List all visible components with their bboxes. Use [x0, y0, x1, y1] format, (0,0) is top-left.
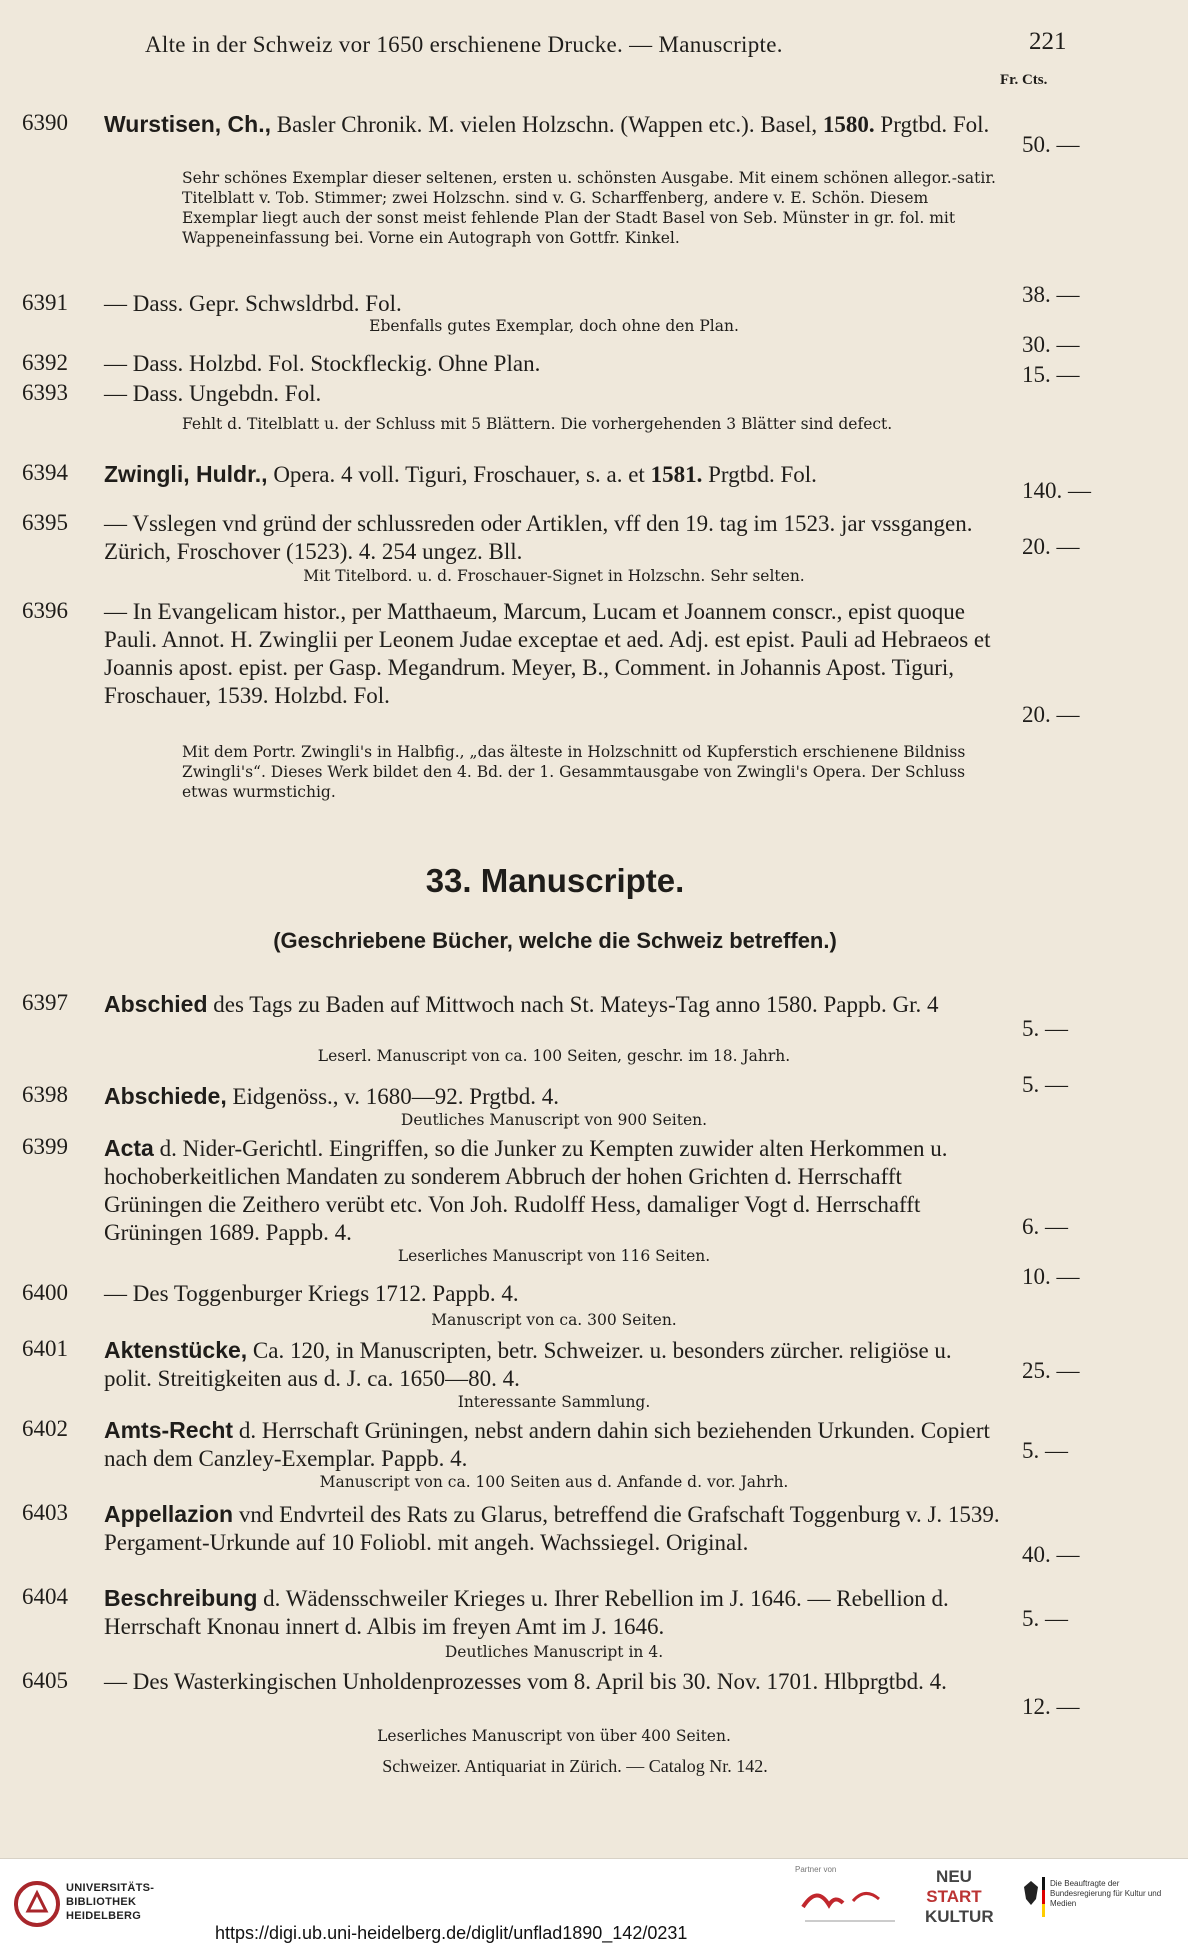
restart-line: NEU — [936, 1867, 972, 1886]
entry-note: Deutliches Manuscript in 4. — [444, 1643, 664, 1661]
entry-price: 140. — — [1022, 478, 1091, 503]
running-title: Alte in der Schweiz vor 1650 erschienene Drucke. — Manuscripte. — [145, 32, 783, 57]
entry-note: Sehr schönes Exemplar dieser seltenen, ersten u. schönsten Ausgabe. Mit einem schönen allegor.-satir. Titelblatt v. Tob. Stimmer; zwei Holzschn. sind v. G. Scharffenberg, andere v. E. Schön. Diesem Exemplar liegt auch der sonst meist fehlende Plan der Stadt Basel von Seb. Münster in gr. fol. mit Wappeneinfassung bei. Vorne ein Autograph von Gottfr. Kinkel. — [182, 169, 996, 247]
entry-body: des Tags zu Baden auf Mittwoch nach St. Mateys-Tag anno 1580. Pappb. Gr. 4 — [207, 992, 939, 1017]
price-column-label: Fr. Cts. — [1000, 72, 1048, 88]
entry-number: 6398 — [22, 1082, 68, 1107]
entry-note: Leserliches Manuscript von 116 Seiten. — [397, 1247, 711, 1265]
federal-commissioner-label[interactable]: Die Beauftragte der Bundesregierung für Kultur und Medien — [1050, 1879, 1162, 1908]
entry-number: 6404 — [22, 1584, 68, 1609]
library-name-line: BIBLIOTHEK — [66, 1896, 137, 1908]
entry-keyword: Acta — [104, 1135, 154, 1161]
entry-body: Ca. 120, in Manuscripten, betr. Schweizer. u. besonders zürcher. religiöse u. polit. Streitigkeiten aus d. J. ca. 1650—80. 4. — [104, 1338, 952, 1391]
entry-price: 10. — — [1022, 1264, 1080, 1289]
entry-price: 40. — — [1022, 1542, 1080, 1567]
entry-note: Interessante Sammlung. — [457, 1393, 651, 1411]
entry-price: 20. — — [1022, 702, 1080, 727]
entry-body: Opera. 4 voll. Tiguri, Froschauer, s. a. et — [267, 462, 651, 487]
entry-body: vnd Endvrteil des Rats zu Glarus, betreffend die Grafschaft Toggenburg v. J. 1539. Pergament-Urkunde auf 10 Foliobl. mit angeh. Wachssiegel. Original. — [104, 1502, 1000, 1555]
entry-price: 6. — — [1022, 1214, 1068, 1239]
entry-text — [104, 1336, 1004, 1393]
entry-keyword: Amts-Recht — [104, 1417, 234, 1443]
entry-number: 6395 — [22, 510, 68, 535]
entry-text — [104, 110, 1004, 139]
entry-keyword: Abschiede, — [104, 1083, 227, 1109]
entry-number: 6394 — [22, 460, 68, 485]
entry-body-2: Prgtbd. Fol. — [702, 462, 817, 487]
entry-text — [104, 1082, 1004, 1111]
entry-number: 6390 — [22, 110, 68, 135]
partner-label: Partner von — [795, 1865, 837, 1874]
entry-text — [104, 990, 1004, 1019]
entry-bold-tail: 1581. — [650, 462, 703, 487]
entry-body: Basler Chronik. M. vielen Holzschn. (Wappen etc.). Basel, — [271, 112, 823, 137]
entry-text — [104, 1416, 1004, 1473]
entry-price: 25. — — [1022, 1358, 1080, 1383]
entry-number: 6391 — [22, 290, 68, 315]
section-title: 33. Manuscripte. — [425, 862, 685, 899]
entry-price: 38. — — [1022, 282, 1080, 307]
page-header — [0, 28, 1188, 68]
entry-price: 5. — — [1022, 1606, 1068, 1631]
library-name-line: UNIVERSITÄTS- — [66, 1882, 155, 1894]
entry-note: Manuscript von ca. 100 Seiten aus d. Anfande d. vor. Jahrh. — [319, 1473, 789, 1491]
entry-body-2: Prgtbd. Fol. — [874, 112, 990, 137]
entry-body: d. Nider-Gerichtl. Eingriffen, so die Junker zu Kempten zuwider alten Herkommen u. hochoberkeitlichen Mandaten zu sonderem Abbruch der hohen Grichten d. Herrschafft Grüningen die Zeithero verübt etc. Von Joh. Rudolff Hess, damaliger Vogt d. Herrschafft Grüningen 1689. Pappb. 4. — [104, 1136, 948, 1245]
library-name[interactable] — [66, 1881, 154, 1923]
entry-number: 6403 — [22, 1500, 68, 1525]
page-number: 221 — [1029, 28, 1067, 55]
entry-text — [104, 1500, 1004, 1557]
entry-number: 6399 — [22, 1134, 68, 1159]
entry-note: Mit Titelbord. u. d. Froschauer-Signet in Holzschn. Sehr selten. — [303, 567, 805, 585]
entry-price: 5. — — [1022, 1072, 1068, 1097]
restart-line: START — [926, 1887, 982, 1906]
entry-keyword: Abschied — [104, 991, 208, 1017]
library-name-line: HEIDELBERG — [66, 1910, 142, 1922]
entry-price: 50. — — [1022, 132, 1080, 157]
restart-line: KULTUR — [925, 1907, 994, 1926]
entry-keyword: Beschreibung — [104, 1585, 258, 1611]
entry-number: 6393 — [22, 380, 68, 405]
entry-text: — In Evangelicam histor., per Matthaeum, Marcum, Lucam et Joannem conscr., epist quoque Pauli. Annot. H. Zwinglii per Leonem Judae exceptae et aed. Adj. est epist. Pauli ad Hebraeos et Joannis apost. epist. per Gasp. Megandrum. Meyer, B., Comment. in Johannis Apost. Tiguri, Froschauer, 1539. Holzbd. Fol. — [104, 599, 991, 708]
entry-text: — Vsslegen vnd gründ der schlussreden oder Artiklen, vff den 19. tag im 1523. jar vssgangen. Zürich, Froschover (1523). 4. 254 ungez. Bll. — [104, 511, 973, 564]
section-subtitle: (Geschriebene Bücher, welche die Schweiz betreffen.) — [273, 928, 837, 953]
entry-text: — Dass. Gepr. Schwsldrbd. Fol. — [104, 291, 402, 316]
entry-note: Manuscript von ca. 300 Seiten. — [431, 1311, 677, 1329]
entry-number: 6401 — [22, 1336, 68, 1361]
entry-note: Deutliches Manuscript von 900 Seiten. — [400, 1111, 708, 1129]
university-seal-icon[interactable] — [14, 1881, 60, 1927]
entry-body: d. Herrschaft Grüningen, nebst andern dahin sich beziehenden Urkunden. Copiert nach dem Canzley-Exemplar. Pappb. 4. — [104, 1418, 990, 1471]
catalog-imprint: Schweizer. Antiquariat in Zürich. — Catalog Nr. 142. — [382, 1756, 768, 1776]
entry-body: d. Wädensschweiler Krieges u. Ihrer Rebellion im J. 1646. — Rebellion d. Herrschaft Knonau innert d. Albis im freyen Amt im J. 1646. — [104, 1586, 949, 1639]
entry-text: — Dass. Ungebdn. Fol. — [104, 381, 322, 406]
entry-number: 6400 — [22, 1280, 68, 1305]
partner-bird-logo-icon[interactable] — [795, 1877, 905, 1925]
entry-text: — Dass. Holzbd. Fol. Stockfleckig. Ohne Plan. — [104, 351, 541, 376]
entry-note: Mit dem Portr. Zwingli's in Halbfig., „das älteste in Holzschnitt od Kupferstich erschienene Bildniss Zwingli's“. Dieses Werk bildet den 4. Bd. der 1. Gesammtausgabe von Zwingli's Opera. Der Schluss etwas wurmstichig. — [182, 743, 966, 801]
flag-stripe-icon — [1042, 1877, 1045, 1917]
page-url[interactable]: https://digi.ub.uni-heidelberg.de/diglit/unflad1890_142/0231 — [215, 1923, 688, 1943]
viewer-footer-bar — [0, 1858, 1188, 1948]
entry-price: 5. — — [1022, 1016, 1068, 1041]
entry-price: 30. — — [1022, 332, 1080, 357]
entry-text — [104, 1134, 1004, 1247]
entry-keyword: Wurstisen, Ch., — [104, 111, 271, 137]
entry-price: 5. — — [1022, 1438, 1068, 1463]
entry-price: 15. — — [1022, 362, 1080, 387]
entry-bold-tail: 1580. — [822, 112, 875, 137]
entry-text: — Des Wasterkingischen Unholdenprozesses vom 8. April bis 30. Nov. 1701. Hlbprgtbd. 4. — [104, 1669, 947, 1694]
entry-note: Leserl. Manuscript von ca. 100 Seiten, geschr. im 18. Jahrh. — [317, 1047, 791, 1065]
federal-eagle-icon — [1022, 1879, 1040, 1907]
neustart-kultur-logo[interactable] — [925, 1867, 994, 1933]
entry-body: Eidgenöss., v. 1680—92. Prgtbd. 4. — [226, 1084, 559, 1109]
entry-number: 6392 — [22, 350, 68, 375]
entry-price: 20. — — [1022, 534, 1080, 559]
entry-number: 6396 — [22, 598, 68, 623]
entry-text — [104, 460, 1004, 489]
entry-text — [104, 1584, 1004, 1641]
entry-note: Ebenfalls gutes Exemplar, doch ohne den Plan. — [369, 317, 739, 335]
entry-number: 6397 — [22, 990, 68, 1015]
entry-keyword: Aktenstücke, — [104, 1337, 248, 1363]
entry-keyword: Appellazion — [104, 1501, 234, 1527]
entry-text: — Des Toggenburger Kriegs 1712. Pappb. 4. — [104, 1281, 519, 1306]
entry-keyword: Zwingli, Huldr., — [104, 461, 268, 487]
entry-note: Leserliches Manuscript von über 400 Seiten. — [377, 1727, 731, 1745]
entry-number: 6405 — [22, 1668, 68, 1693]
entry-number: 6402 — [22, 1416, 68, 1441]
entry-note: Fehlt d. Titelblatt u. der Schluss mit 5 Blättern. Die vorhergehenden 3 Blätter sind defect. — [182, 415, 893, 433]
entry-price: 12. — — [1022, 1694, 1080, 1719]
